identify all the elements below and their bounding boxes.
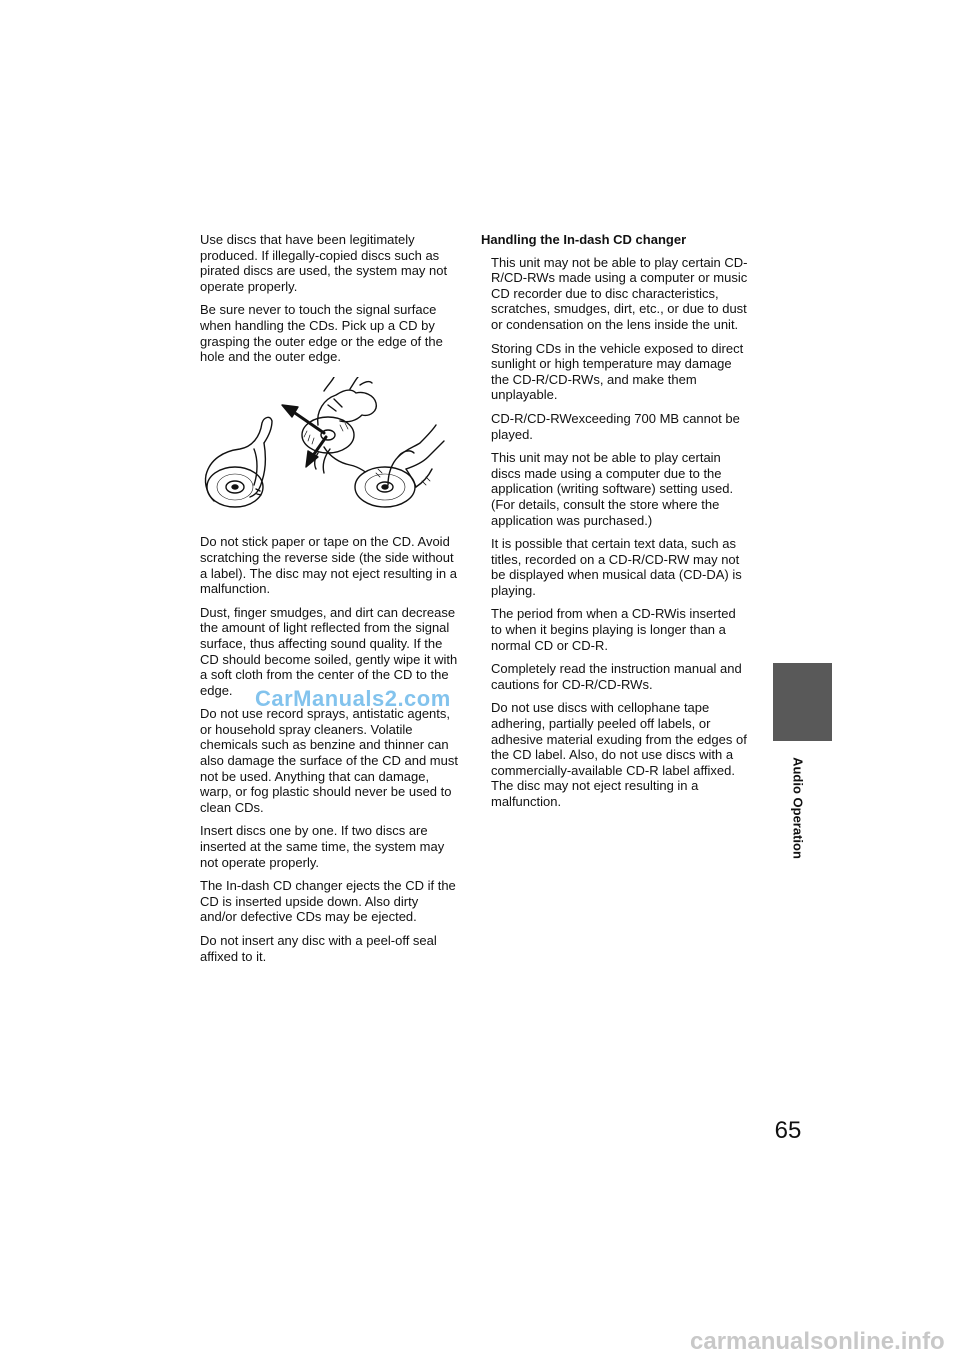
page-number: 65 bbox=[774, 1117, 802, 1144]
section-label-text: Audio Operation bbox=[790, 757, 806, 859]
cd-handling-illustration bbox=[200, 377, 458, 521]
paragraph: Storing CDs in the vehicle exposed to direct sunlight or high temperature may damage the CD-R/CD-RWs, and make them unplayable. bbox=[491, 340, 744, 403]
section-label bbox=[788, 748, 808, 868]
paragraph: Dust, finger smudges, and dirt can decrease the amount of light reflected from the signal surface, thus affecting sound quality. If the CD should become soiled, gently wipe it with a soft cloth from the center of the CD to the edge. bbox=[200, 604, 458, 698]
paragraph: CD-R/CD-RWexceeding 700 MB cannot be played. bbox=[491, 410, 740, 442]
section-side-tab bbox=[773, 663, 832, 741]
left-column bbox=[200, 232, 458, 972]
section-heading: Handling the In-dash CD changer bbox=[481, 232, 687, 247]
paragraph: Do not use record sprays, antistatic agents, or household spray cleaners. Volatile chemicals such as benzine and thinner can also damage the surface of the CD and must not be used. Anything that can damage, warp, or fog plastic should never be used to clean CDs. bbox=[200, 706, 458, 815]
paragraph: The In-dash CD changer ejects the CD if the CD is inserted upside down. Also dirty and/or defective CDs may be ejected. bbox=[200, 878, 456, 925]
right-column bbox=[481, 232, 749, 818]
paragraph: Use discs that have been legitimately produced. If illegally-copied discs such as pirated discs are used, the system may not operate properly. bbox=[200, 232, 448, 294]
watermark-bottom: carmanualsonline.info bbox=[690, 1328, 945, 1355]
paragraph: This unit may not be able to play certain discs made using a computer due to the application (writing software) setting used. (For details, consult the store where the application was purchased.) bbox=[491, 450, 734, 528]
paragraph: This unit may not be able to play certain CD-R/CD-RWs made using a computer or music CD recorder due to disc characteristics, scratches, smudges, dirt, etc., or due to dust or condensation on the lens inside the unit. bbox=[491, 254, 748, 332]
paragraph: The period from when a CD-RWis inserted to when it begins playing is longer than a normal CD or CD-R. bbox=[491, 606, 736, 653]
paragraph: Insert discs one by one. If two discs are inserted at the same time, the system may not operate properly. bbox=[200, 823, 445, 870]
paragraph: It is possible that certain text data, such as titles, recorded on a CD-R/CD-RW may not be displayed when musical data (CD-DA) is playing. bbox=[491, 536, 742, 598]
paragraph: Do not insert any disc with a peel-off seal affixed to it. bbox=[200, 933, 437, 964]
paragraph: Be sure never to touch the signal surface when handling the CDs. Pick up a CD by grasping the outer edge or the edge of the hole and the outer edge. bbox=[200, 302, 443, 365]
right-cd-icon bbox=[355, 467, 415, 507]
paragraph: Do not use discs with cellophane tape adhering, partially peeled off labels, or adhesive material exuding from the edges of the CD label. Also, do not use discs with a commercially-available CD-R label affixed. The disc may not eject resulting in a malfunction. bbox=[491, 700, 747, 809]
paragraph: Do not stick paper or tape on the CD. Avoid scratching the reverse side (the side without a label). The disc may not eject resulting in a malfunction. bbox=[200, 534, 458, 597]
watermark-top: CarManuals2.com bbox=[255, 686, 451, 711]
left-cd-icon bbox=[207, 467, 263, 507]
paragraph: Completely read the instruction manual and cautions for CD-R/CD-RWs. bbox=[491, 661, 742, 692]
